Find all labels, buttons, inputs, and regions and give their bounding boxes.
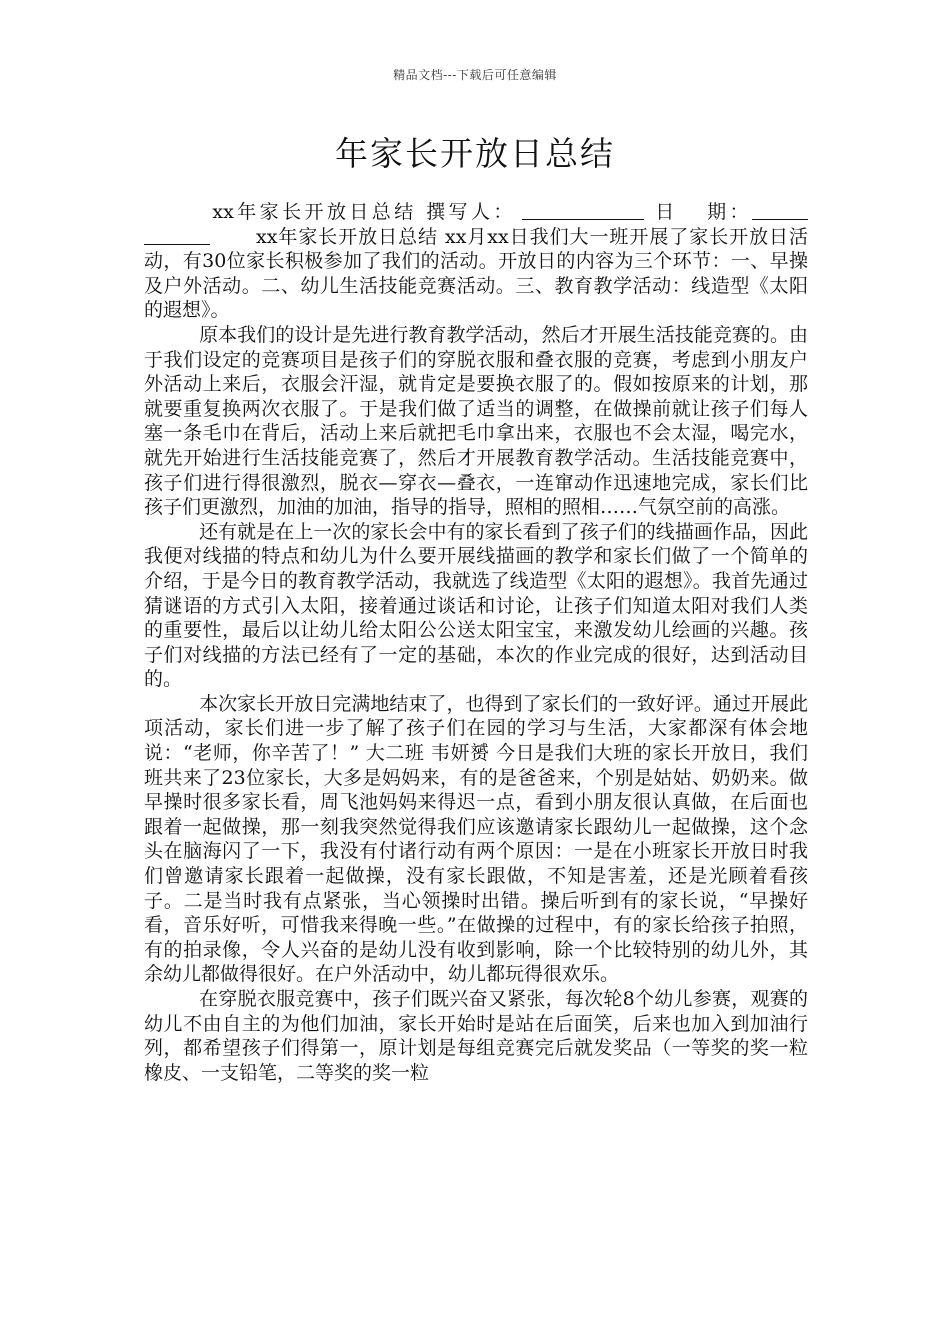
date-blank: [752, 200, 808, 220]
date-label-1: 日: [651, 201, 678, 223]
author-blank: [522, 200, 644, 220]
date-blank-continued: [144, 225, 210, 245]
meta-line: [144, 200, 808, 323]
page-header: 精品文档---下载后可任意编辑: [393, 68, 557, 82]
paragraph-4: 在穿脱衣服竞赛中，孩子们既兴奋又紧张，每次轮8个幼儿参赛，观赛的幼儿不由自主的为他们加油，家长开始时是站在后面笑，后来也加入到加油行列，都希望孩子们得第一，原计划是每组竞赛完后就发奖品（一等奖的奖一粒橡皮、一支铅笔，二等奖的奖一粒: [144, 988, 808, 1084]
paragraph-2: 还有就是在上一次的家长会中有的家长看到了孩子们的线描画作品，因此我便对线描的特点和幼儿为什么要开展线描画的教学和家长们做了一个简单的介绍，于是今日的教育教学活动，我就选了线造型《太阳的遐想》。我首先通过猜谜语的方式引入太阳，接着通过谈话和讨论，让孩子们知道太阳对我们人类的重要性，最后以让幼儿给太阳公公送太阳宝宝，来激发幼儿绘画的兴趣。孩子们对线描的方法已经有了一定的基础，本次的作业完成的很好，达到活动目的。: [144, 520, 808, 691]
meta-intro: xx年家长开放日总结 撰写人：: [212, 201, 516, 223]
date-label-2: 期：: [703, 201, 752, 223]
document-title: 年家长开放日总结: [335, 134, 615, 173]
document-body: [144, 200, 808, 1085]
paragraph-1: 原本我们的设计是先进行教育教学活动，然后才开展生活技能竞赛的。由于我们设定的竞赛项目是孩子们的穿脱衣服和叠衣服的竞赛，考虑到小朋友户外活动上来后，衣服会汗湿，就肯定是要换衣服了的。假如按原来的计划，那就要重复换两次衣服了。于是我们做了适当的调整，在做操前就让孩子们每人塞一条毛巾在背后，活动上来后就把毛巾拿出来，衣服也不会太湿，喝完水，就先开始进行生活技能竞赛了，然后才开展教育教学活动。生活技能竞赛中，孩子们进行得很激烈，脱衣—穿衣—叠衣，一连窜动作迅速地完成，家长们比孩子们更激烈，加油的加油，指导的指导，照相的照相……气氛空前的高涨。: [144, 323, 808, 519]
paragraph-3: 本次家长开放日完满地结束了，也得到了家长们的一致好评。通过开展此项活动，家长们进一步了解了孩子们在园的学习与生活，大家都深有体会地说：“老师，你辛苦了！” 大二班 韦妍赟 今日是我们大班的家长开放日，我们班共来了23位家长，大多是妈妈来，有的是爸爸来，个别是姑姑、奶奶来。做早操时很多家长看，周飞池妈妈来得迟一点，看到小朋友很认真做，在后面也跟着一起做操，那一刻我突然觉得我们应该邀请家长跟幼儿一起做操，这个念头在脑海闪了一下，我没有付诸行动有两个原因：一是在小班家长开放日时我们曾邀请家长跟着一起做操，没有家长跟做，不知是害羞，还是光顾着看孩子。二是当时我有点紧张，当心领操时出错。操后听到有的家长说，“早操好看，音乐好听，可惜我来得晚一些。”在做操的过程中，有的家长给孩子拍照，有的拍录像，令人兴奋的是幼儿没有收到影响，除一个比较特别的幼儿外，其余幼儿都做得很好。在户外活动中，幼儿都玩得很欢乐。: [144, 692, 808, 986]
first-sentence: xx年家长开放日总结 xx月xx日我们大一班开展了家长开放日活动，有30位家长积极参加了我们的活动。开放日的内容为三个环节：一、早操及户外活动。二、幼儿生活技能竞赛活动。三、教育教学活动：线造型《太阳的遐想》。: [144, 225, 808, 322]
